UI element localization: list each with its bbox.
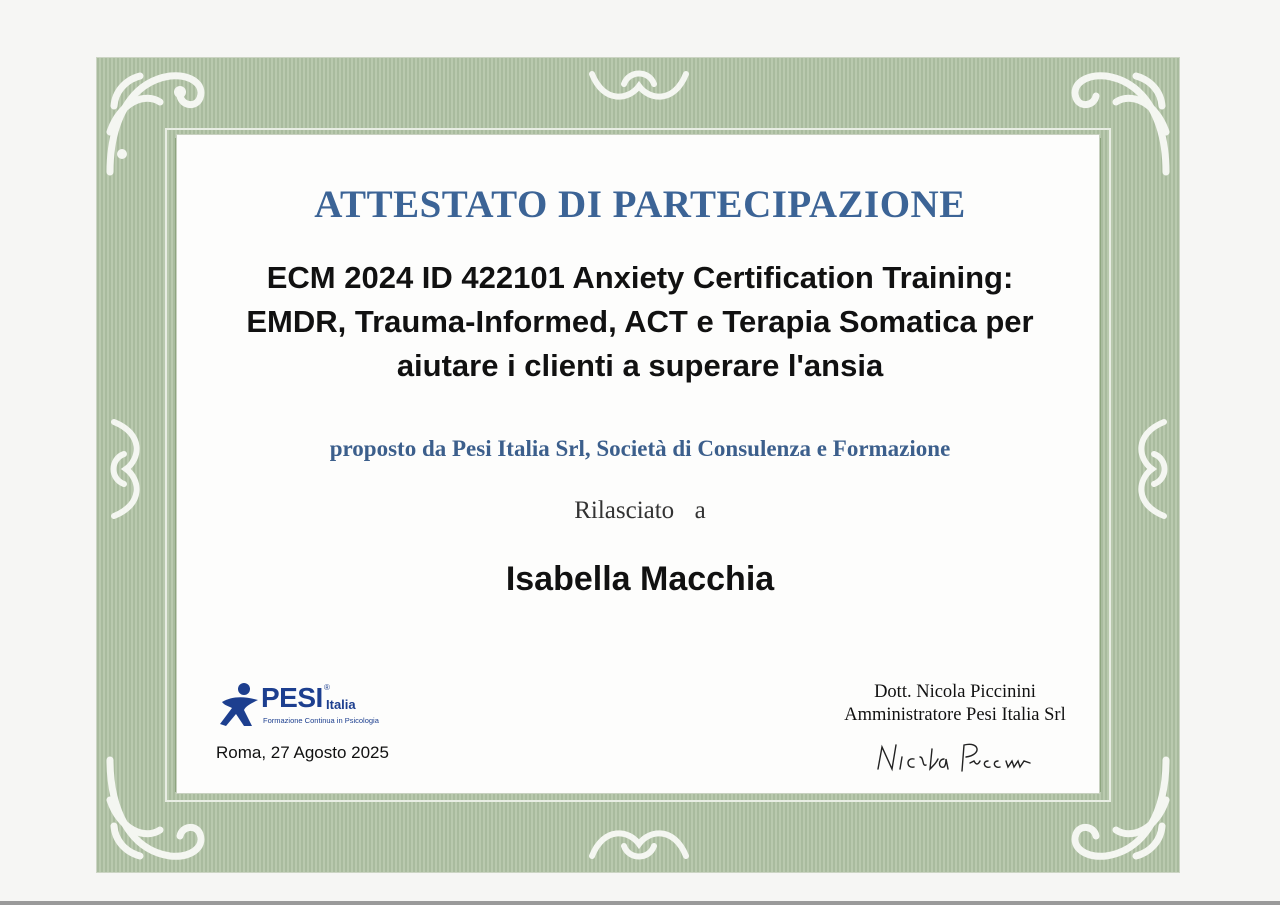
- recipient-name: Isabella Macchia: [505, 560, 775, 598]
- bottom-center-ornament: [584, 822, 694, 866]
- top-center-ornament: [584, 64, 694, 108]
- place-and-date: Roma, 27 Agosto 2025: [216, 743, 389, 762]
- issued-to-label: Rilasciato a: [574, 497, 706, 524]
- logo-wordmark: PESI: [261, 682, 323, 713]
- logo-tagline: Formazione Continua in Psicologia: [263, 716, 379, 725]
- signer-block: [800, 681, 1110, 727]
- person-figure-icon: [218, 680, 262, 730]
- course-title: [190, 256, 1090, 388]
- signer-name: Dott. Nicola Piccinini: [874, 682, 1036, 702]
- page-bottom-edge: [0, 901, 1280, 905]
- course-title-line: ECM 2024 ID 422101 Anxiety Certification Training:: [266, 260, 1014, 295]
- signer-role: Amministratore Pesi Italia Srl: [844, 705, 1066, 725]
- course-title-line: aiutare i clienti a superare l'ansia: [396, 348, 884, 383]
- certificate-title: ATTESTATO DI PARTECIPAZIONE: [314, 183, 966, 226]
- handwritten-signature: [870, 735, 1050, 781]
- pesi-logo: [218, 680, 398, 730]
- course-title-line: EMDR, Trauma-Informed, ACT e Terapia Somatica per: [246, 304, 1034, 339]
- logo-subtitle: Italia: [326, 697, 356, 712]
- logo-registered-mark: ®: [324, 683, 330, 692]
- offered-by-text: proposto da Pesi Italia Srl, Società di Consulenza e Formazione: [329, 436, 951, 461]
